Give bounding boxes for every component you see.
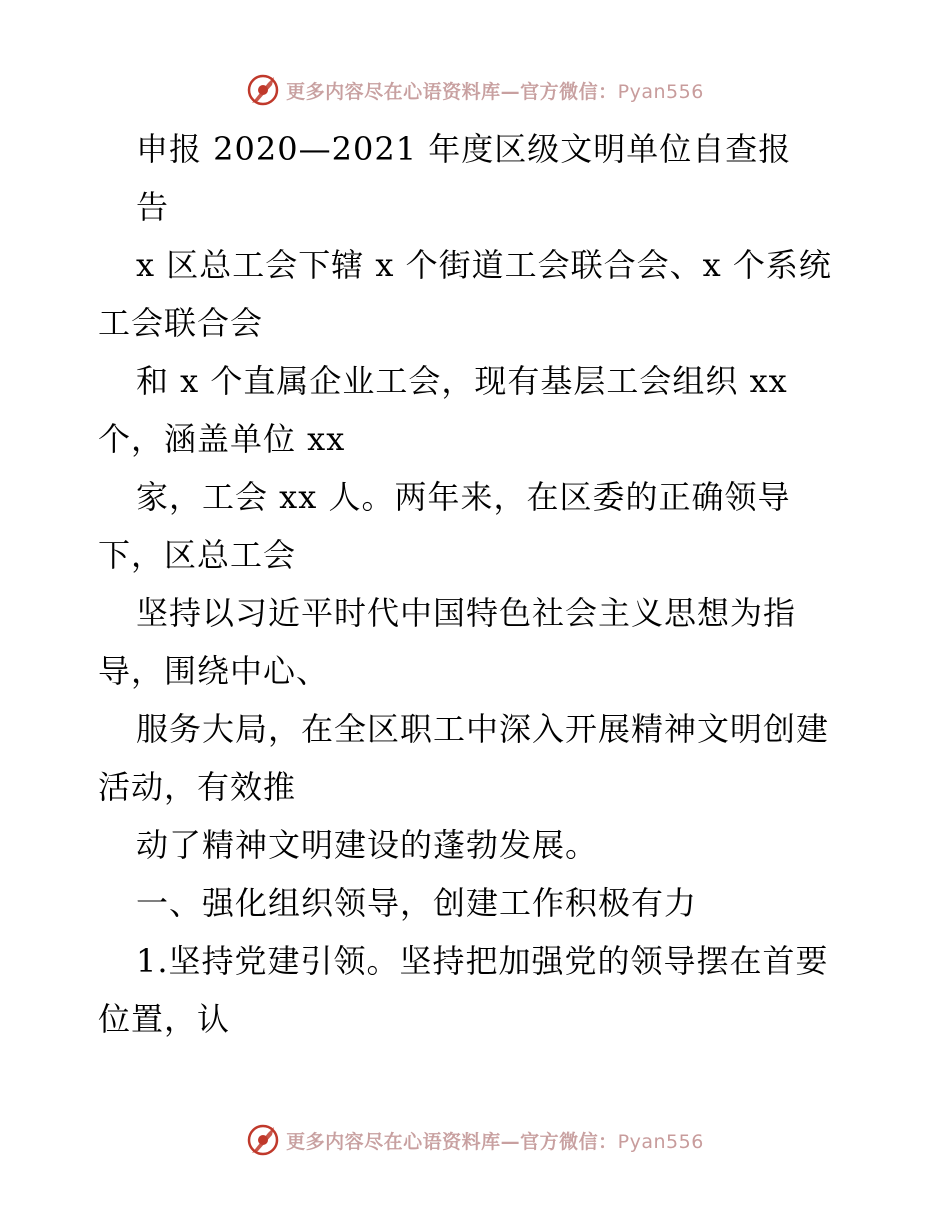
footer-watermark xyxy=(0,1120,950,1160)
paragraph-line: 和 x 个直属企业工会，现有基层工会组织 xx xyxy=(136,362,788,400)
paragraph-line: x 区总工会下辖 x 个街道工会联合会、x 个系统 xyxy=(136,246,832,284)
paragraph-line: 家，工会 xx 人。两年来，在区委的正确领导 xyxy=(136,478,791,516)
paragraph-line: 坚持以习近平时代中国特色社会主义思想为指 xyxy=(136,594,797,632)
paragraph-line: 导，围绕中心、 xyxy=(98,652,330,690)
document-title-line-2: 告 xyxy=(136,188,170,226)
paragraph-line: 个，涵盖单位 xx xyxy=(98,420,346,458)
watermark-text: 更多内容尽在心语资料库—官方微信：Pyan556 xyxy=(286,1130,704,1153)
paragraph-line: 位置，认 xyxy=(98,1000,231,1038)
document-title-line-1: 申报 2020—2021 年度区级文明单位自查报 xyxy=(136,130,792,168)
paragraph-line: 工会联合会 xyxy=(98,304,264,342)
quill-logo-icon xyxy=(246,73,280,107)
header-watermark xyxy=(0,70,950,110)
document-body xyxy=(98,120,858,1048)
paragraph-line: 动了精神文明建设的蓬勃发展。 xyxy=(136,826,599,864)
watermark-text: 更多内容尽在心语资料库—官方微信：Pyan556 xyxy=(286,80,704,103)
subsection-line: 1.坚持党建引领。坚持把加强党的领导摆在首要 xyxy=(136,942,829,980)
paragraph-line: 服务大局，在全区职工中深入开展精神文明创建 xyxy=(136,710,830,748)
paragraph-line: 下，区总工会 xyxy=(98,536,297,574)
quill-logo-icon xyxy=(246,1123,280,1157)
section-heading: 一、强化组织领导，创建工作积极有力 xyxy=(136,884,698,922)
paragraph-line: 活动，有效推 xyxy=(98,768,297,806)
